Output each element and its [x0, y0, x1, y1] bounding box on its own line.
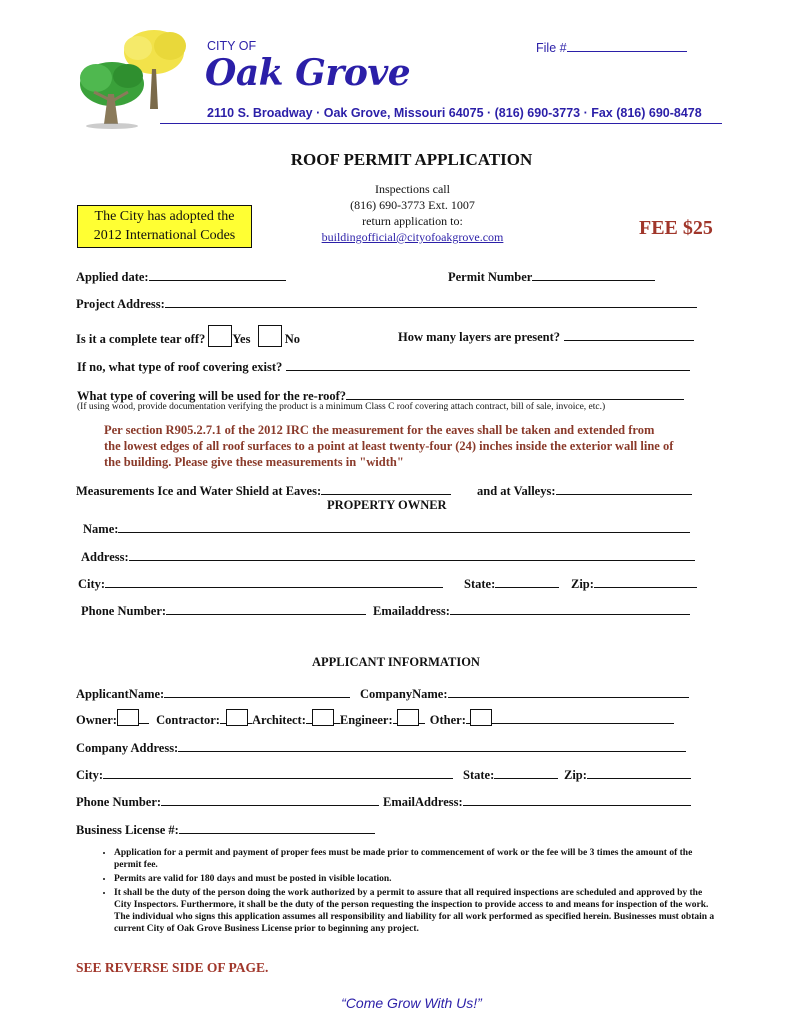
role-owner-underline	[139, 709, 149, 724]
owner-city-row	[78, 573, 443, 592]
city-of-label: CITY OF	[207, 39, 257, 53]
note-item: • Application for a permit and payment of proper fees must be made prior to commencement of work or the fee will be 3 times the amount of the permit fee.	[114, 847, 716, 871]
applicant-state-label: State:	[463, 768, 495, 782]
permit-number-field[interactable]	[532, 266, 655, 281]
applicant-phone-field[interactable]	[161, 791, 379, 806]
company-address-label: Company Address:	[76, 741, 179, 755]
contact-line-2: (816) 690-3773 Ext. 1007	[350, 198, 475, 212]
permit-number-label: Permit Number	[448, 270, 533, 284]
file-number-label: File #	[536, 41, 567, 55]
role-contractor-label: Contractor:	[156, 713, 220, 727]
applicant-city-row	[76, 764, 453, 783]
owner-phone-label: Phone Number:	[81, 604, 167, 618]
valleys-field[interactable]	[556, 480, 692, 495]
owner-phone-field[interactable]	[166, 600, 366, 615]
tear-off-yes-checkbox[interactable]	[208, 325, 232, 347]
applicant-role-row	[76, 709, 674, 728]
note-item: • It shall be the duty of the person doing the work authorized by a permit to assure that all required inspections are scheduled and approved by the City Inspectors. Furthermore, it shall be the duty of the person requesting the inspection to provide access to and means for inspection of the work. The individual who signs this application assumes all responsibility and liability for all work performed as specified herein. Businesses must obtain a current City of Oak Grove Business License prior to beginning any project.	[114, 887, 716, 935]
owner-phone-row	[81, 600, 366, 619]
note-item: • Permits are valid for 180 days and must be posted in visible location.	[114, 873, 716, 885]
company-name-row	[360, 683, 689, 702]
owner-name-row	[83, 518, 690, 537]
reroof-label: What type of covering will be used for the re-roof?	[77, 389, 347, 403]
notes-list	[96, 847, 716, 937]
owner-address-row	[81, 546, 695, 565]
applied-date-row	[76, 266, 286, 285]
contact-block	[300, 181, 525, 245]
owner-name-field[interactable]	[118, 518, 690, 533]
company-name-label: CompanyName:	[360, 687, 448, 701]
owner-address-field[interactable]	[129, 546, 695, 561]
company-name-field[interactable]	[448, 683, 689, 698]
project-address-field[interactable]	[165, 293, 697, 308]
ice-shield-row	[76, 480, 451, 499]
role-other-label: Other:	[429, 713, 466, 727]
owner-state-label: State:	[464, 577, 496, 591]
if-no-field[interactable]	[286, 356, 690, 371]
if-no-label: If no, what type of roof covering exist?	[77, 360, 283, 374]
owner-email-label: Emailaddress:	[373, 604, 450, 618]
owner-email-field[interactable]	[450, 600, 690, 615]
owner-city-field[interactable]	[105, 573, 443, 588]
applied-date-label: Applied date:	[76, 270, 149, 284]
owner-city-label: City:	[78, 577, 106, 591]
role-architect-checkbox[interactable]	[312, 709, 334, 726]
company-address-field[interactable]	[178, 737, 686, 752]
fee-label: FEE $25	[639, 217, 713, 239]
owner-name-label: Name:	[83, 522, 119, 536]
applicant-email-row	[383, 791, 691, 810]
ice-shield-label: Measurements Ice and Water Shield at Eaves:	[76, 484, 322, 498]
tear-off-no-label: No	[284, 332, 300, 346]
role-other-checkbox[interactable]	[470, 709, 492, 726]
role-other-field[interactable]	[492, 709, 674, 724]
contact-email-link[interactable]: buildingofficial@cityofoakgrove.com	[321, 230, 504, 244]
applicant-name-row	[76, 683, 350, 702]
tear-off-row	[76, 325, 300, 347]
business-license-field[interactable]	[179, 819, 375, 834]
role-engineer-underline-2	[419, 709, 425, 724]
if-no-row	[77, 356, 690, 375]
codes-notice	[77, 205, 252, 248]
reroof-field[interactable]	[346, 385, 684, 400]
property-owner-heading: PROPERTY OWNER	[327, 498, 447, 512]
applicant-state-row	[463, 764, 558, 783]
slogan: “Come Grow With Us!”	[341, 995, 482, 1011]
role-contractor-checkbox[interactable]	[226, 709, 248, 726]
tear-off-yes-label: Yes	[232, 332, 251, 346]
file-number	[536, 39, 687, 55]
permit-number-row	[448, 266, 655, 285]
city-name-logo-text: Oak Grove	[205, 52, 411, 94]
layers-field[interactable]	[564, 326, 694, 341]
role-engineer-label: Engineer:	[339, 713, 393, 727]
owner-email-row	[373, 600, 690, 619]
applicant-name-field[interactable]	[164, 683, 350, 698]
business-license-row	[76, 819, 375, 838]
contact-line-1: Inspections call	[375, 182, 450, 196]
applicant-city-field[interactable]	[103, 764, 453, 779]
applicant-name-label: ApplicantName:	[76, 687, 165, 701]
city-logo	[72, 24, 197, 132]
role-architect-label: Architect:	[251, 713, 306, 727]
applicant-zip-label: Zip:	[564, 768, 587, 782]
header-address: 2110 S. Broadway · Oak Grove, Missouri 64075 · (816) 690-3773 · Fax (816) 690-8478	[207, 106, 702, 120]
wood-note: (If using wood, provide documentation verifying the product is a minimum Class C roof covering attach contract, bill of sale, invoice, etc.)	[77, 402, 606, 412]
layers-label: How many layers are present?	[398, 330, 561, 344]
applicant-city-label: City:	[76, 768, 104, 782]
applicant-email-label: EmailAddress:	[383, 795, 463, 809]
applicant-phone-row	[76, 791, 379, 810]
owner-zip-row	[571, 573, 697, 592]
contact-line-3: return application to:	[362, 214, 463, 228]
header-rule	[160, 123, 722, 124]
reverse-side-note: SEE REVERSE SIDE OF PAGE.	[76, 960, 269, 975]
file-number-field[interactable]	[567, 39, 687, 52]
role-owner-checkbox[interactable]	[117, 709, 139, 726]
tear-off-no-checkbox[interactable]	[258, 325, 282, 347]
company-address-row	[76, 737, 686, 756]
valleys-row	[477, 480, 692, 499]
eaves-note: Per section R905.2.7.1 of the 2012 IRC the measurement for the eaves shall be taken and extended from the lowest edges of all roof surfaces to a point at least twenty-four (24) inches inside the exterior wall line of the building. Please give these measurements in "width"	[104, 423, 674, 469]
owner-state-row	[464, 573, 559, 592]
applicant-state-field[interactable]	[494, 764, 558, 779]
owner-address-label: Address:	[81, 550, 129, 564]
project-address-label: Project Address:	[76, 297, 165, 311]
owner-zip-label: Zip:	[571, 577, 594, 591]
page-title: ROOF PERMIT APPLICATION	[290, 150, 533, 169]
applicant-email-field[interactable]	[463, 791, 691, 806]
codes-notice-line-2: 2012 International Codes	[93, 228, 236, 243]
role-engineer-checkbox[interactable]	[397, 709, 419, 726]
applicant-zip-field[interactable]	[587, 764, 691, 779]
applicant-heading: APPLICANT INFORMATION	[312, 655, 480, 669]
ice-shield-eaves-field[interactable]	[321, 480, 451, 495]
tree-logo-icon	[72, 24, 197, 132]
valleys-label: and at Valleys:	[477, 484, 556, 498]
business-license-label: Business License #:	[76, 823, 179, 837]
applied-date-field[interactable]	[149, 266, 286, 281]
codes-notice-line-1: The City has adopted the	[94, 209, 235, 224]
layers-row	[398, 326, 694, 345]
owner-zip-field[interactable]	[594, 573, 697, 588]
tear-off-label: Is it a complete tear off?	[76, 332, 206, 346]
owner-state-field[interactable]	[495, 573, 559, 588]
role-owner-label: Owner:	[76, 713, 117, 727]
applicant-phone-label: Phone Number:	[76, 795, 162, 809]
project-address-row	[76, 293, 697, 312]
applicant-zip-row	[564, 764, 691, 783]
